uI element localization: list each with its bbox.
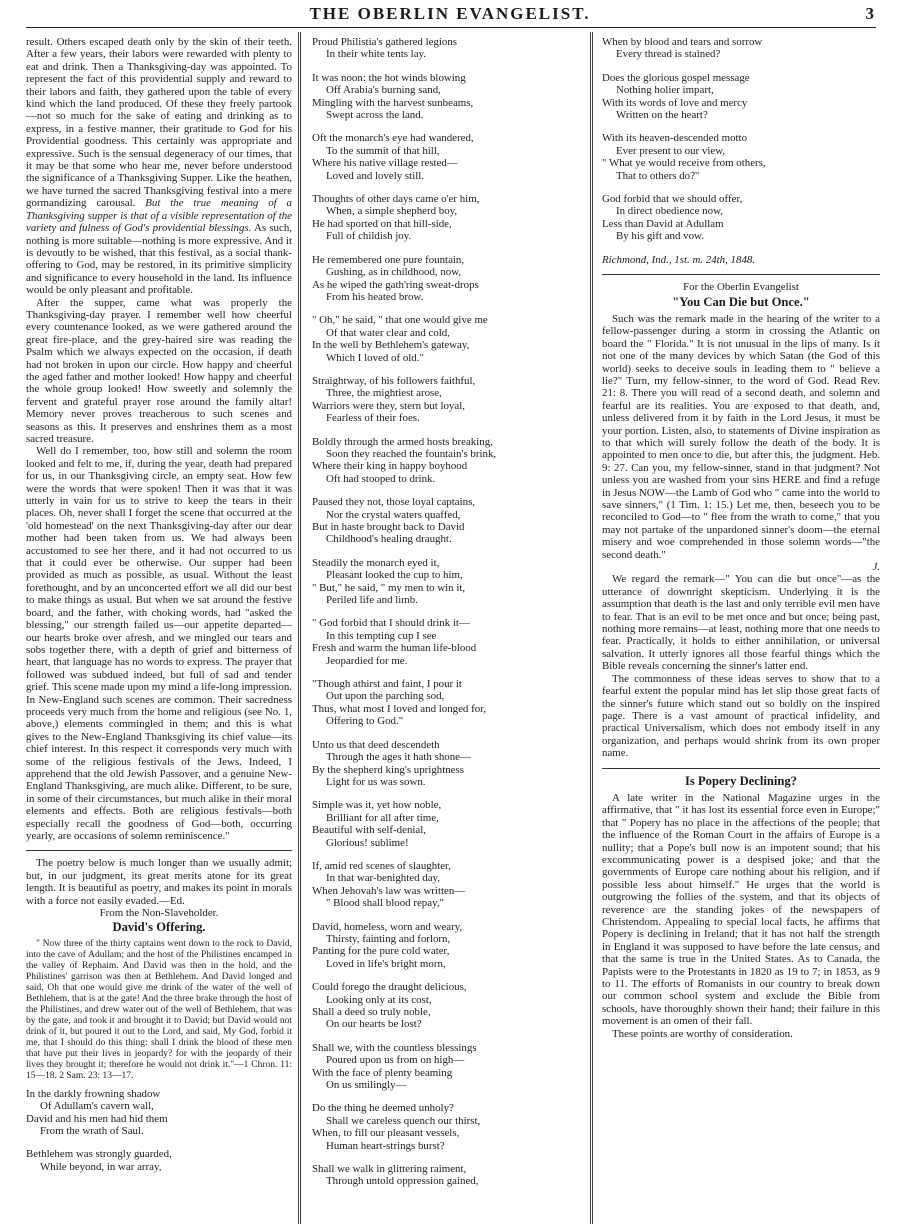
poem-line: Brilliant for all after time, [326, 811, 439, 824]
article-signature: J. [872, 561, 880, 574]
poem-line: " Blood shall blood repay," [326, 897, 444, 910]
poem-signature: Richmond, Ind., 1st. m. 24th, 1848. [602, 253, 756, 266]
poem-title: David's Offering. [112, 920, 206, 935]
stanza [312, 1102, 590, 1152]
prayer-paragraph: After the supper, came what was properly the Thanksgiving-day prayer. I remember well how cheerful every countenance looked, as we were gathered around the great fire-place, and the grey-haired sire was reading the Psalm which we always expected on the occasion, if death had not broken in upon our circle. How happy and cheerful the aged father and mother looked! How happy and cheerful the whole group looked! How sweetly and solemnly the fervent and grateful prayer rose around the family altar! Memory never proves treacherous to such scenes and seasons as this. It preserves and enshrines them as a most sacred treasure. [26, 296, 292, 445]
poem-line: Steadily the monarch eyed it, [312, 556, 440, 569]
poem-line: Human heart-strings burst? [326, 1139, 445, 1152]
poem-line: While beyond, in war array, [40, 1160, 162, 1173]
poem-line: Straightway, of his followers faithful, [312, 374, 476, 387]
page-number: 3 [865, 4, 874, 23]
newspaper-title: THE OBERLIN EVANGELIST. [309, 4, 591, 23]
poem-line: Boldly through the armed hosts breaking, [312, 435, 493, 448]
poem-line: Shall we careless quench our thirst, [326, 1114, 481, 1127]
poem-line: Loved and lovely still. [326, 169, 424, 182]
poem-line: But in haste brought back to David [312, 521, 465, 533]
poem-line: It was noon: the hot winds blowing [312, 71, 466, 84]
poem-line: Beautiful with self-denial, [312, 824, 427, 837]
stanza [312, 1163, 590, 1188]
poem-line: In the darkly frowning shadow [26, 1087, 161, 1100]
poem-line: Fresh and warm the human life-blood [312, 642, 477, 655]
source-line: From the Non-Slaveholder. [99, 907, 219, 920]
poem-line: Nor the crystal waters quaffed, [326, 508, 461, 521]
poem-line: That to others do?" [616, 169, 700, 182]
stanza [312, 496, 590, 546]
poem-line: He remembered one pure fountain, [312, 253, 465, 266]
poem-line: Thus, what most I loved and longed for, [312, 702, 487, 715]
poem-line: Less than David at Adullam [602, 217, 724, 230]
poem-line: When, a simple shepherd boy, [326, 205, 458, 218]
poem-line: Ever present to our view, [616, 144, 726, 157]
poem-line: Proud Philistia's gathered legions [312, 36, 458, 48]
poem-line: David and his men had hid them [26, 1112, 168, 1125]
poem-line: Nothing holier impart, [616, 84, 714, 97]
poem-line: Through untold oppression gained, [326, 1175, 479, 1188]
stanza [312, 193, 590, 243]
stanza [312, 36, 590, 61]
poem-line: Simple was it, yet how noble, [312, 799, 442, 812]
poem-line: In this tempting cup I see [326, 629, 437, 642]
poem-line: Out upon the parching sod, [326, 690, 445, 703]
poem-line: Mingling with the harvest sunbeams, [312, 96, 474, 109]
poem-line: Offering to God." [326, 715, 404, 728]
poem-line: Shall we, with the countless blessings [312, 1041, 477, 1054]
poem-line: Jeopardied for me. [326, 654, 408, 667]
poem-line: " What ye would receive from others, [602, 157, 766, 170]
poem-line: Shall we walk in glittering raiment, [312, 1163, 467, 1176]
article-title: Is Popery Declining? [685, 773, 797, 788]
stanza [602, 36, 880, 61]
memory-paragraph: Well do I remember, too, how still and solemn the room looked and felt to me, if, during the year, death had prepared for us, in our Thanksgiving circle, an empty seat. How few were the words that were spoken! Then it was that it was utterly in vain for us to strive to keep the tears in their places. Oh, never shall I forget the scene that occurred at the 'old homestead' on the next Thanksgiving-day after our dear mother had been taken from us. We had always been accustomed to see her there, and it had not occurred to us that it could ever be otherwise. Our supper had been provided as much as possible, as usual. Without the least forethought, and by an unconcerted effort we all did our best to make things as usual. But when we sat around the festive board, and the father, with choking words, had "asked the blessing," our strength failed us—our appetite departed—our hearts broke over afresh, and we mingled our tears and sobs together there, with a depth of grief and bitterness of heart, that language has no words to express. The prayer that followed was subdued indeed, but full of sad and tender grief. This scene made upon my mind a life-long impression. In New-England such scenes are common. Their sacredness proceeds very much from the home and religious (see No. 1, above,) elements commingled in them; and this is what gives to the New-England Thanksgiving its chief value—its chief interest. In this respect it corresponds very much with some of the religious festivals of the Jews. Indeed, I apprehend that the old Jewish Passover, and a genuine New-England Thanksgiving, are much alike. Different, to be sure, in some of their circumstances, but much alike in their moral elements and effects. Both are religious festivals—both especially recall the goodness of God—both, occurring yearly, are occasions of solemn reminiscence." [26, 445, 292, 842]
column-2 [312, 36, 590, 1199]
poem-line: Every thread is stained? [616, 48, 721, 61]
poem-line: Light for us was sown. [326, 775, 426, 788]
poem-line: When Jehovah's law was written— [312, 884, 466, 897]
poem-line: Swept across the land. [326, 109, 424, 122]
poem-epigraph: " Now three of the thirty captains went down to the rock to David, into the cave of Adullam; and the host of the Philistines encamped in the valley of Rephaim. And David was then in the hold, and the Philistines' garrison was then at Bethlehem. And David longed and said, Oh that one would give me drink of the water of the well of Bethlehem, that is at the gate! And the three brake through the host of the Philistines, and drew water out of the well of Bethlehem, that was by the gate, and took it and brought it to David; but David would not drink of it, but poured it out to the Lord, and said, My God, forbid it me, that I should do this thing: shall I drink the blood of these men that have put their lives in jeopardy? for with the jeopardy of their lives they brought it; therefore he would not drink it."—1 Chron. 11: 15—18. 2 Sam. 23: 13—17. [26, 938, 292, 1081]
poem-line: David, homeless, worn and weary, [312, 920, 463, 933]
poem-line: Paused they not, those loyal captains, [312, 496, 476, 509]
poem-line: Glorious! sublime! [326, 836, 409, 849]
article-paragraph: These points are worthy of consideration. [612, 1027, 793, 1040]
stanza [26, 1148, 292, 1173]
stanza [312, 254, 590, 304]
poem-line: Which I loved of old." [326, 351, 424, 364]
poem-line: As he wiped the gath'ring sweat-drops [312, 278, 479, 291]
poem-line: Do the thing he deemed unholy? [312, 1102, 454, 1115]
stanza [312, 981, 590, 1031]
article-paragraph: We regard the remark—" You can die but once"—as the utterance of downright skepticism. Underlying it is the assumption that death is the last and only terrible evil men have to fear. That is an evil to be met once and but once; being past, nothing more remains—at least, nothing more that one needs to fear. Practically, it holds to either annihilation, or universal salvation. It utterly ignores all those fearful things which the Bible reveals concerning the sinner's latter end. [602, 573, 880, 673]
article-paragraph: A late writer in the National Magazine urges in the affirmative, that " it has lost its essential force even in Europe;" that " Popery has no place in the affections of the people; that the influence of the Roman Court in the affairs of Europe is a nullity; that a Pope's bull now is an impotent sound; that his excommunicating power is a despised joke; and that the governments of Europe care nothing about his religion, and if possible less about himself." He urges that the world is outgrowing the follies of the system, and that its objects of reverence are the standing jokes of the newspapers of Christendom. Appealing to special local facts, he affirms that Popery is declining in Ireland; that it has not half the strength in England it was supposed to have before the late census, and that the same is true in the United States. As to Canada, the Papists were to the Protestants in 1820 as 19 to 7; in 1853, as 9 to 11. The efforts of Romanists in our country to break down our common school system and exclude the Bible from schools, have thoroughly shown their hand; their failure in this movement is an omen of their fall. [602, 791, 880, 1028]
poem-stanzas [26, 1088, 292, 1173]
poem-line: Full of childish joy. [326, 230, 412, 243]
poem-line: Soon they reached the fountain's brink, [326, 447, 497, 460]
column-1 [26, 36, 292, 1184]
stanza [26, 1088, 292, 1138]
stanza [312, 799, 590, 849]
column-divider [590, 32, 593, 1224]
poem-line: In direct obedience now, [616, 205, 723, 218]
stanza [312, 72, 590, 122]
stanza [312, 921, 590, 971]
poem-line: Pleasant looked the cup to him, [326, 569, 463, 582]
poem-line: With its words of love and mercy [602, 96, 748, 109]
poem-line: Where his native village rested— [312, 157, 458, 170]
column-3 [602, 36, 880, 1040]
thanksgiving-paragraph: result. Others escaped death only by the skin of their teeth. After a few years, their labors were rewarded with plenty to eat and drink. Then a Thanksgiving-day was appointed. To represent the fact of this providential supply and reward to their labors and faith, they gathered upon the table of every kind which the land produced. Of these they freely partook—not so much for the sake of eating and drinking as to express, in a festive manner, their gratitude to God for his Providential goodness. This certainly was appropriate and expressive. Such is the sensual degeneracy of our times, that it may be that some who hear me, never before understood the significance of a Thanksgiving Supper. Like the heathen, we have turned the sacred Thanksgiving festival into a mere gormandizing carousal. But the true meaning of a Thanksgiving supper is that of a visible representation of the variety and fulness of God's providential blessings. As such, nothing is more suitable—nothing is more expressive. And it is devoutly to be wished, that this festival, as a social thank-offering to God, may be restored, in its primitive simplicity and significance to every household in the land. Its influence would be only pleasant and profitable. [26, 36, 292, 297]
poem-line: Off Arabia's burning sand, [326, 84, 441, 97]
poem-line: On our hearts be lost? [326, 1018, 422, 1031]
poem-line: God forbid that we should offer, [602, 193, 743, 206]
poem-line: If, amid red scenes of slaughter, [312, 859, 451, 872]
stanza [602, 72, 880, 122]
masthead [0, 0, 900, 28]
poem-line: By his gift and vow. [616, 230, 704, 243]
top-rule [26, 27, 876, 28]
poem-line: Could forego the draught delicious, [312, 981, 467, 994]
poem-line: In that war-benighted day, [326, 872, 440, 885]
poem-line: "Though athirst and faint, I pour it [312, 678, 462, 691]
stanza [602, 193, 880, 243]
article-attribution: For the Oberlin Evangelist [683, 281, 799, 294]
poem-stanzas [602, 36, 880, 243]
poem-line: In the well by Bethlehem's gateway, [312, 339, 470, 352]
poem-line: Bethlehem was strongly guarded, [26, 1148, 172, 1161]
poem-line: From the wrath of Saul. [40, 1125, 144, 1138]
divider [602, 768, 880, 769]
poem-line: Oft had stooped to drink. [326, 472, 436, 485]
poem-line: With the face of plenty beaming [312, 1066, 453, 1079]
stanza [312, 617, 590, 667]
poem-line: " Oh," he said, " that one would give me [312, 314, 488, 327]
poem-line: Periled life and limb. [326, 594, 418, 607]
poem-line: Thirsty, fainting and forlorn, [326, 932, 451, 945]
poem-line: " God forbid that I should drink it— [312, 617, 470, 630]
poem-line: Looking only at its cost, [326, 993, 432, 1006]
article-title: "You Can Die but Once." [672, 294, 810, 309]
poem-line: When by blood and tears and sorrow [602, 36, 763, 48]
poem-line: Warriors were they, stern but loyal, [312, 399, 465, 412]
poem-line: Poured upon us from on high— [326, 1054, 465, 1067]
stanza [312, 436, 590, 486]
article-paragraph: Such was the remark made in the hearing of the writer to a fellow-passenger during a storm in crossing the Atlantic on board the " Florida." It is not unusual in the lips of many. Is it not one of the many devices by which Satan (the God of this world) seeks to deceive souls in leading them to " believe a lie?" Turn, my fellow-sinner, to the word of God. Read Rev. 21: 8. There you will read of a second death, and solemn and fearful are its realities. You are exposed to that death, and, unless delivered from it by faith in the Lord Jesus, it must be your portion. Listen, also, to statements of Divine inspiration as to that which will surely follow the death of the body. It is appointed to men once to die, but after this, the judgment. Heb. 9: 27. Can you, my fellow-sinner, stand in that judgment? Not unless you are washed from your sins HERE and find a refuge in Jesus NOW—the Lamb of God who " came into the world to save sinners," (1 Tim. 1: 15.) Let me, then, beseech you to be reconciled to God—to " flee from the wrath to come," that you may not partake of the unpardoned sinner's doom—the eternal misery and woe comprehended in those solemn words—"the second death." [602, 312, 880, 561]
poem-line: Does the glorious gospel message [602, 71, 750, 84]
poem-line: Panting for the pure cold water, [312, 945, 450, 958]
poem-line: Gushing, as in childhood, now, [326, 266, 462, 279]
poem-line: Oft the monarch's eye had wandered, [312, 132, 474, 145]
stanza [312, 678, 590, 728]
stanza [312, 860, 590, 910]
stanza [312, 1042, 590, 1092]
article-paragraph: The commonness of these ideas serves to show that to a fearful extent the popular mind has let slip those great facts of the sinner's future which stand out so boldly on the inspired page. There is a vast amount of practical infidelity, and practical Universalism, which does not embody itself in any organization, and perhaps would shrink from its own proper name. [602, 672, 880, 760]
poem-line: " But," he said, " my men to win it, [312, 581, 466, 594]
divider [602, 274, 880, 275]
stanza [312, 739, 590, 789]
poem-line: Of Adullam's cavern wall, [40, 1100, 154, 1113]
poem-line: Shall a deed so truly noble, [312, 1006, 431, 1018]
poem-line: Of that water clear and cold, [326, 326, 450, 339]
poem-line: Written on the heart? [616, 109, 708, 122]
stanza [312, 314, 590, 364]
column-divider [298, 32, 301, 1224]
stanza [602, 132, 880, 182]
poem-line: By the shepherd king's uprightness [312, 763, 464, 776]
poem-line: When, to fill our pleasant vessels, [312, 1127, 460, 1140]
poem-line: Through the ages it hath shone— [326, 751, 471, 764]
poem-line: Three, the mightiest arose, [326, 387, 442, 400]
editor-note: The poetry below is much longer than we usually admit; but, in our judgment, its great merits atone for its great length. It is beautiful as poetry, and makes its point in morals with a force not easily evaded.—Ed. [26, 857, 292, 907]
poem-stanzas [312, 36, 590, 1188]
poem-line: Where their king in happy boyhood [312, 460, 468, 473]
poem-line: Fearless of their foes. [326, 412, 420, 425]
poem-line: To the summit of that hill, [326, 144, 440, 157]
poem-line: He had sported on that hill-side, [312, 217, 452, 230]
poem-line: From his heated brow. [326, 290, 424, 303]
poem-line: In their white tents lay. [326, 48, 427, 61]
stanza [312, 132, 590, 182]
poem-line: Childhood's healing draught. [326, 533, 452, 546]
stanza [312, 375, 590, 425]
poem-line: On us smilingly— [326, 1079, 407, 1092]
divider [26, 850, 292, 851]
stanza [312, 557, 590, 607]
poem-line: With its heaven-descended motto [602, 132, 748, 145]
poem-line: Thoughts of other days came o'er him, [312, 193, 480, 206]
poem-line: Loved in life's bright morn, [326, 957, 446, 970]
poem-line: Unto us that deed descendeth [312, 738, 440, 751]
